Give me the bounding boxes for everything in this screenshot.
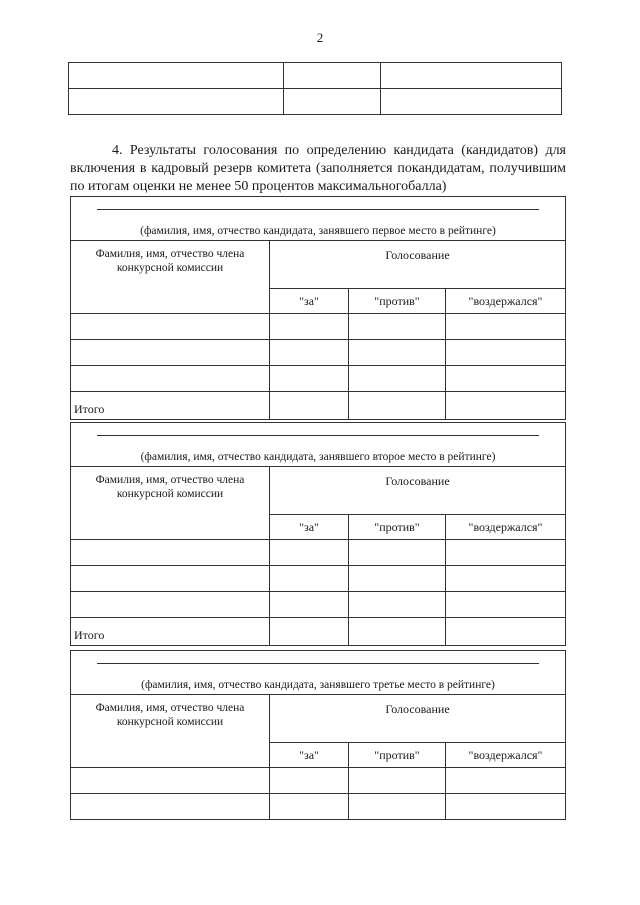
- table-row: [69, 89, 562, 115]
- total-row: [71, 618, 566, 646]
- voting-header: Голосование: [270, 467, 566, 515]
- candidate-1-table: [70, 196, 566, 420]
- candidate-header: [71, 651, 566, 695]
- continued-table: [68, 62, 562, 115]
- table-row: [71, 340, 566, 366]
- candidate-3-table: [70, 650, 566, 820]
- name-fill-line: [97, 209, 539, 210]
- table-row: [71, 540, 566, 566]
- vote-against-header: "против": [349, 289, 446, 314]
- name-fill-line: [97, 435, 539, 436]
- name-fill-line: [97, 663, 539, 664]
- vote-for-header: "за": [270, 289, 349, 314]
- total-label: Итого: [71, 392, 270, 420]
- vote-abstained-header: "воздержался": [446, 289, 566, 314]
- table-row: [71, 592, 566, 618]
- table-row: [71, 794, 566, 820]
- candidate-header: [71, 423, 566, 467]
- section-4-paragraph: 4. Результаты голосования по определению кандидата (кандидатов) для включения в кадровый резерв комитета (заполняется покандидатам, получившим по итогам оценки не менее 50 процентов максимальногобалла): [70, 143, 566, 194]
- candidate-caption: (фамилия, имя, отчество кандидата, занявшего второе место в рейтинге): [140, 451, 496, 463]
- total-row: [71, 392, 566, 420]
- table-row: [71, 768, 566, 794]
- vote-abstained-header: "воздержался": [446, 743, 566, 768]
- vote-for-header: "за": [270, 515, 349, 540]
- candidate-caption: (фамилия, имя, отчество кандидата, занявшего третье место в рейтинге): [141, 679, 495, 691]
- vote-against-header: "против": [349, 743, 446, 768]
- member-name-header: Фамилия, имя, отчество члена конкурсной комиссии: [71, 695, 270, 768]
- table-header-row: [71, 241, 566, 289]
- table-row: [69, 63, 562, 89]
- vote-for-header: "за": [270, 743, 349, 768]
- member-name-header: Фамилия, имя, отчество члена конкурсной комиссии: [71, 467, 270, 540]
- voting-header: Голосование: [270, 695, 566, 743]
- table-row: [71, 314, 566, 340]
- member-name-header: Фамилия, имя, отчество члена конкурсной комиссии: [71, 241, 270, 314]
- vote-abstained-header: "воздержался": [446, 515, 566, 540]
- table-header-row: [71, 695, 566, 743]
- candidate-header: [71, 197, 566, 241]
- table-row: [71, 566, 566, 592]
- page-number: 2: [316, 30, 324, 45]
- table-row: [71, 366, 566, 392]
- candidate-2-table: [70, 422, 566, 646]
- voting-header: Голосование: [270, 241, 566, 289]
- candidate-caption: (фамилия, имя, отчество кандидата, занявшего первое место в рейтинге): [140, 225, 496, 237]
- total-label: Итого: [71, 618, 270, 646]
- table-header-row: [71, 467, 566, 515]
- vote-against-header: "против": [349, 515, 446, 540]
